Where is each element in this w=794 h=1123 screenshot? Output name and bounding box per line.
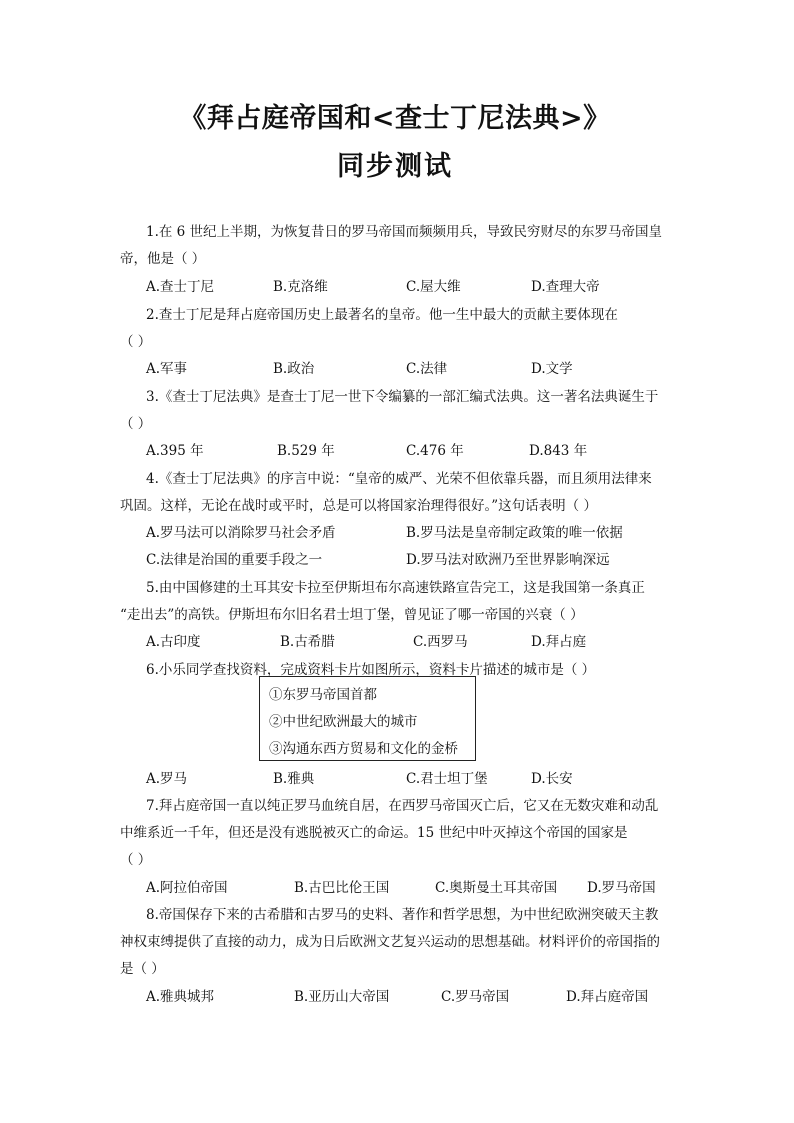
document-title: 《拜占庭帝国和<查士丁尼法典>》 — [179, 103, 611, 134]
q4-option-b: B.罗马法是皇帝制定政策的唯一依据 — [406, 525, 623, 541]
q1-option-b: B.克洛维 — [273, 279, 328, 295]
q5-option-d: D.拜占庭 — [531, 634, 587, 650]
question-2-line-1: 2.查士丁尼是拜占庭帝国历史上最著名的皇帝。他一生中最大的贡献主要体现在 — [146, 307, 618, 323]
q8-option-a: A.雅典城邦 — [146, 989, 215, 1005]
question-7-line-2: 中维系近一千年，但还是没有逃脱被灭亡的命运。15 世纪中叶灭掉这个帝国的国家是 — [120, 825, 628, 841]
question-6-line-1: 6.小乐同学查找资料，完成资料卡片如图所示，资料卡片描述的城市是（ ） — [146, 662, 596, 678]
q1-option-a: A.查士丁尼 — [146, 279, 215, 295]
q7-option-a: A.阿拉伯帝国 — [146, 880, 228, 896]
q2-option-a: A.军事 — [146, 361, 188, 377]
q4-option-c: C.法律是治国的重要手段之一 — [146, 552, 323, 568]
q1-option-c: C.屋大维 — [406, 279, 461, 295]
q7-option-d: D.罗马帝国 — [587, 880, 656, 896]
q2-option-b: B.政治 — [273, 361, 315, 377]
question-7-line-1: 7.拜占庭帝国一直以纯正罗马血统自居，在西罗马帝国灭亡后，它又在无数灾难和动乱 — [146, 798, 659, 814]
q6-option-a: A.罗马 — [146, 771, 188, 787]
q6-option-d: D.长安 — [531, 771, 573, 787]
info-card — [259, 676, 476, 761]
question-4-line-1: 4.《查士丁尼法典》的序言中说：“皇帝的威严、光荣不但依靠兵器，而且须用法律来 — [146, 471, 652, 487]
q8-option-c: C.罗马帝国 — [441, 989, 510, 1005]
q5-option-a: A.古印度 — [146, 634, 201, 650]
question-5-line-1: 5.由中国修建的土耳其安卡拉至伊斯坦布尔高速铁路宣告完工，这是我国第一条真正 — [146, 580, 645, 596]
question-3-line-1: 3.《查士丁尼法典》是查士丁尼一世下令编纂的一部汇编式法典。这一著名法典诞生于 — [146, 389, 659, 405]
q3-option-a: A.395 年 — [146, 443, 204, 459]
info-card-line-3: ③沟通东西方贸易和文化的金桥 — [269, 741, 458, 757]
question-3-line-2: （ ） — [120, 416, 152, 432]
document-subtitle: 同步测试 — [337, 151, 453, 182]
q2-option-c: C.法律 — [406, 361, 448, 377]
q4-option-a: A.罗马法可以消除罗马社会矛盾 — [146, 525, 336, 541]
q3-option-b: B.529 年 — [277, 443, 335, 459]
q8-option-b: B.亚历山大帝国 — [294, 989, 390, 1005]
question-1-line-1: 1.在 6 世纪上半期，为恢复昔日的罗马帝国而频频用兵，导致民穷财尽的东罗马帝国皇 — [146, 224, 663, 240]
question-8-line-2: 神权束缚提供了直接的动力，成为日后欧洲文艺复兴运动的思想基础。材料评价的帝国指的 — [120, 934, 660, 950]
q6-option-c: C.君士坦丁堡 — [406, 771, 488, 787]
q2-option-d: D.文学 — [531, 361, 573, 377]
q4-option-d: D.罗马法对欧洲乃至世界影响深远 — [406, 552, 610, 568]
question-1-line-2: 帝，他是（ ） — [120, 251, 206, 267]
question-4-line-2: 巩固。这样，无论在战时或平时，总是可以将国家治理得很好。”这句话表明（ ） — [120, 498, 597, 514]
q1-option-d: D.查理大帝 — [531, 279, 600, 295]
question-5-line-2: “走出去”的高铁。伊斯坦布尔旧名君士坦丁堡，曾见证了哪一帝国的兴衰（ ） — [120, 607, 584, 623]
q3-option-d: D.843 年 — [529, 443, 588, 459]
info-card-line-1: ①东罗马帝国首都 — [269, 687, 377, 703]
q3-option-c: C.476 年 — [406, 443, 464, 459]
q5-option-b: B.古希腊 — [280, 634, 335, 650]
q5-option-c: C.西罗马 — [413, 634, 468, 650]
q7-option-b: B.古巴比伦王国 — [294, 880, 390, 896]
q7-option-c: C.奥斯曼土耳其帝国 — [435, 880, 558, 896]
q8-option-d: D.拜占庭帝国 — [566, 989, 649, 1005]
question-7-line-3: （ ） — [120, 852, 152, 868]
info-card-line-2: ②中世纪欧洲最大的城市 — [269, 714, 418, 730]
question-8-line-3: 是（ ） — [120, 961, 165, 977]
question-8-line-1: 8.帝国保存下来的古希腊和古罗马的史料、著作和哲学思想，为中世纪欧洲突破天主教 — [146, 907, 659, 923]
q6-option-b: B.雅典 — [273, 771, 315, 787]
question-2-line-2: （ ） — [120, 334, 152, 350]
